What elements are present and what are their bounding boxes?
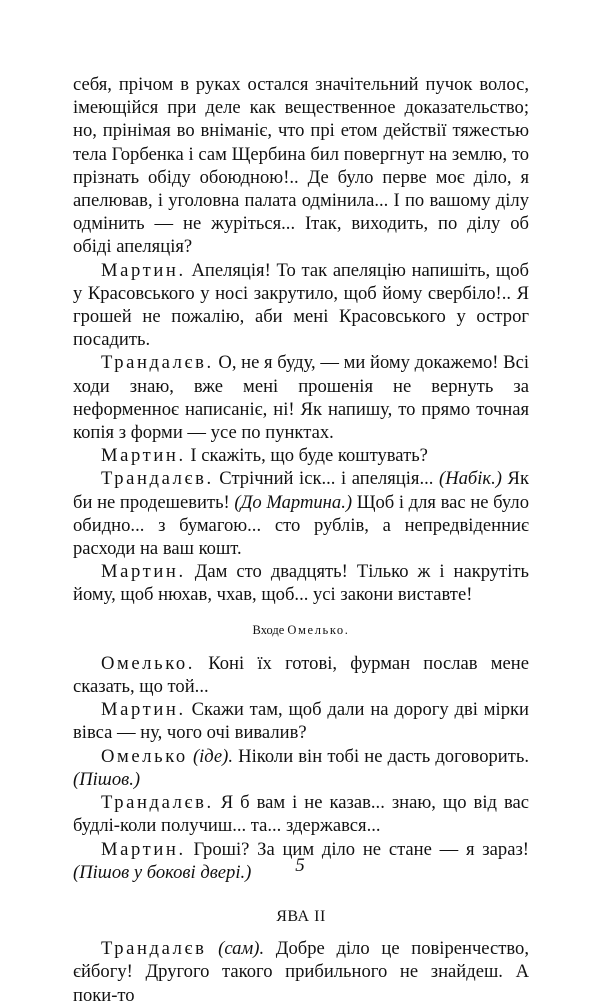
stage-remark: (сам). xyxy=(206,938,265,960)
dialogue-text: Стрічний іск... і апеляція... xyxy=(213,468,439,490)
dialogue-text: Як би не продешевить! xyxy=(73,468,529,513)
speaker-name: Омелько. xyxy=(101,652,196,674)
stage-remark: (Пішов.) xyxy=(73,768,141,790)
speaker-name: Трандалєв xyxy=(101,938,207,960)
dialogue-text: Щоб і для вас не було обидно... з бумагою... сто рублів, а непредвіденниє расходи на ваш кошт. xyxy=(73,491,529,560)
stage-remark: (іде). xyxy=(187,745,234,767)
dialogue-text: І скажіть, що буде коштувать? xyxy=(185,445,428,467)
speaker-name: Омелько xyxy=(101,745,188,767)
dialogue-line xyxy=(73,560,529,606)
speaker-name: Мартин. xyxy=(101,699,186,721)
scene-heading: ЯВА II xyxy=(276,907,326,925)
page-number: 5 xyxy=(295,855,305,876)
speaker-name: Мартин. xyxy=(101,259,186,281)
dialogue-text: Скажи там, щоб дали на дорогу дві мірки вівса — ну, чого очі вивалив? xyxy=(73,699,529,744)
speaker-name: Трандалєв. xyxy=(101,792,214,814)
dialogue-line xyxy=(73,444,529,467)
dialogue-text: О, не я буду, — ми йому докажемо! Всі ходи знаю, вже мені прошенія не вернуть за неформенноє написаніє, ні! Як напишу, то прямо точная копія з форми — усе по пунктах. xyxy=(73,352,529,444)
dialogue-text: Добре діло це повіренчество, єйбогу! Другого такого прибильного не знайдеш. А поки-то xyxy=(73,938,529,1006)
dialogue-text: Апеляція! То так апеляцію напишіть, щоб у Красовського у носі закрутило, щоб йому свербіло!.. Я грошей не пожалію, аби мені Красовського у острог посадить. xyxy=(73,259,529,351)
speaker-name: Трандалєв. xyxy=(101,352,214,374)
dialogue-line xyxy=(73,259,529,352)
dialogue-text: Дам сто двадцять! Тілько ж і накрутіть йому, щоб нюхав, чхав, щоб... усі закони виставте! xyxy=(73,561,529,606)
paragraph-text: себя, прічом в руках остался значітельний пучок волос, імеющійся при деле как вещественное доказательство; но, прінімая во вніманіє, что прі етом действії тяжестью тела Горбенка і сам Щербина бил повергнут на землю, то прізнать обіду обоюдною!.. Де було перве моє діло, я апелював, і уголовна палата одмінила... І по вашому ділу одмінить — не журіться... Ітак, виходить, по ділу об обіді апеляція? xyxy=(73,74,529,258)
speaker-name: Мартин. xyxy=(101,445,186,467)
dialogue-line xyxy=(73,467,529,560)
stage-direction-prefix: Входе xyxy=(252,622,288,637)
dialogue-line xyxy=(73,791,529,837)
dialogue-line xyxy=(73,937,529,1007)
dialogue-line xyxy=(73,351,529,444)
paragraph xyxy=(73,73,529,259)
dialogue-line xyxy=(73,698,529,744)
stage-remark: (До Мартина.) xyxy=(234,491,353,513)
dialogue-line xyxy=(73,745,529,791)
speaker-name: Трандалєв. xyxy=(101,468,214,490)
dialogue-text: Ніколи він тобі не дасть договорить. xyxy=(233,745,530,767)
stage-direction-name: Омелько. xyxy=(287,622,350,637)
speaker-name: Мартин. xyxy=(101,838,186,860)
dialogue-text: Я б вам і не казав... знаю, що від вас будлі-коли получиш... та... здержався... xyxy=(73,792,529,837)
speaker-name: Мартин. xyxy=(101,561,186,583)
dialogue-text: Коні їх готові, фурман послав мене сказать, що той... xyxy=(73,652,529,698)
stage-remark: (Пішов у бокові двері.) xyxy=(73,861,252,883)
dialogue-text: Гроші? За цим діло не стане — я зараз! xyxy=(185,838,529,860)
dialogue-line xyxy=(73,652,529,698)
stage-direction xyxy=(73,619,529,642)
stage-remark: (Набік.) xyxy=(439,468,502,490)
